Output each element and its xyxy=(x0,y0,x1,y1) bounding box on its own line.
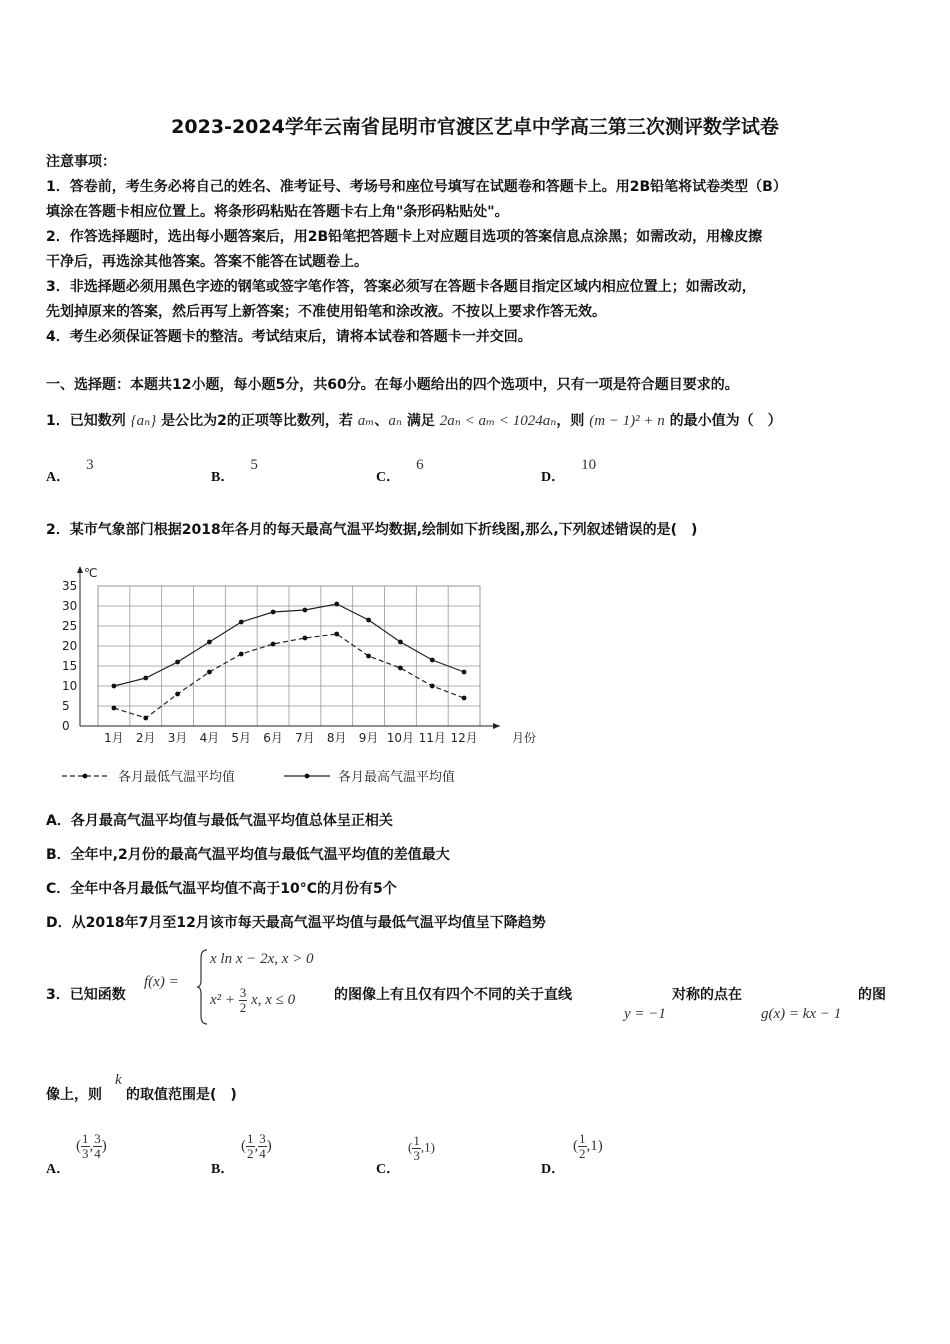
data-point xyxy=(366,654,371,659)
x-tick-label: 6月 xyxy=(263,731,283,745)
x-tick-label: 2月 xyxy=(135,731,156,745)
y-tick-label: 25 xyxy=(62,619,78,633)
inequality: 2aₙ < aₘ < 1024aₙ xyxy=(439,413,557,429)
x-tick-label: 11月 xyxy=(418,731,446,745)
notice-line: 填涂在答题卡相应位置上。将条形码粘贴在答题卡右上角"条形码粘贴处"。 xyxy=(46,204,509,220)
symmetry-line: y = −1 xyxy=(624,1006,666,1022)
data-point xyxy=(334,632,339,637)
data-point xyxy=(271,642,276,647)
data-point xyxy=(207,670,212,675)
function-g: g(x) = kx − 1 xyxy=(761,1006,842,1022)
data-point xyxy=(112,706,117,711)
x-tick-label: 4月 xyxy=(199,731,220,745)
data-point xyxy=(366,618,371,623)
data-point xyxy=(112,684,117,689)
data-point xyxy=(430,684,435,689)
data-point xyxy=(207,640,212,645)
q1-option-b[interactable]: B．5 xyxy=(211,457,258,485)
x-tick-label: 1月 xyxy=(104,731,124,745)
expression: (m − 1)² + n xyxy=(589,413,665,429)
question-3-text: 的图像上有且仅有四个不同的关于直线 xyxy=(334,987,572,1003)
data-point xyxy=(175,660,180,665)
question-2-stem: 2．某市气象部门根据2018年各月的每天最高气温平均数据,绘制如下折线图,那么,下列叙述错误的是( ) xyxy=(46,522,698,538)
question-1-stem: 1．已知数列 {aₙ} 是公比为2的正项等比数列，若 aₘ、aₙ 满足 2aₙ < aₘ < 1024aₙ，则 (m − 1)² + n 的最小值为（ ） xyxy=(46,413,782,429)
question-3-intro: 3．已知函数 xyxy=(46,987,126,1003)
piecewise-case-1: x ln x − 2x, x > 0 xyxy=(210,951,314,967)
q1-option-d[interactable]: D．10 xyxy=(541,457,597,485)
q3-option-a[interactable]: A． ( $\frac{1}{3}$ , $\frac{3}{4}$ ) xyxy=(46,1131,107,1177)
data-point xyxy=(175,692,180,697)
question-3-text: 对称的点在 xyxy=(672,987,742,1003)
function-f: f(x) = xyxy=(144,974,179,990)
x-tick-label: 3月 xyxy=(167,731,188,745)
q2-option-b[interactable]: B．全年中,2月份的最高气温平均值与最低气温平均值的差值最大 xyxy=(46,847,450,863)
y-tick-label: 15 xyxy=(62,659,78,673)
q1-option-c[interactable]: C．6 xyxy=(376,457,424,485)
data-point xyxy=(303,608,308,613)
page-title: 2023-2024学年云南省昆明市官渡区艺卓中学高三第三次测评数学试卷 xyxy=(171,116,779,138)
q1-option-a[interactable]: A．3 xyxy=(46,457,94,485)
data-point xyxy=(462,670,467,675)
data-point xyxy=(462,696,467,701)
y-axis-label: ℃ xyxy=(84,566,98,580)
chart-grid xyxy=(98,586,480,726)
x-tick-label: 7月 xyxy=(295,731,315,745)
x-tick-label: 10月 xyxy=(386,731,415,745)
x-axis-label: 月份 xyxy=(511,731,537,745)
notice-line: 2．作答选择题时，选出每小题答案后，用2B铅笔把答题卡上对应题目选项的答案信息点涂黑；如需改动，用橡皮擦 xyxy=(46,229,763,245)
legend-label-high: 各月最高气温平均值 xyxy=(338,770,456,785)
data-point xyxy=(303,636,308,641)
data-point xyxy=(143,676,148,681)
notice-line: 先划掉原来的答案，然后再写上新答案；不准使用铅笔和涂改液。不按以上要求作答无效。 xyxy=(46,304,606,320)
q3-option-b[interactable]: B． ( $\frac{1}{2}$ , $\frac{3}{4}$ ) xyxy=(211,1131,272,1177)
variable-k: k xyxy=(115,1072,122,1088)
q3-option-d[interactable]: D． ( $\frac{1}{2}$ ,1) xyxy=(541,1131,603,1177)
chart-legend xyxy=(62,769,455,785)
legend-marker-low xyxy=(83,774,88,779)
notice-line: 3．非选择题必须用黑色字迹的钢笔或签字笔作答，答案必须写在答题卡各题目指定区域内相应位置上；如需改动， xyxy=(46,279,756,295)
piecewise-brace xyxy=(196,948,210,1026)
q2-option-d[interactable]: D．从2018年7月至12月该市每天最高气温平均值与最低气温平均值呈下降趋势 xyxy=(46,915,546,931)
x-tick-label: 5月 xyxy=(231,731,252,745)
data-point xyxy=(271,610,276,615)
question-3-text: 像上，则 xyxy=(46,1087,102,1103)
section-heading: 一、选择题：本题共12小题，每小题5分，共60分。在每小题给出的四个选项中，只有一项是符合题目要求的。 xyxy=(46,377,739,393)
notice-line: 1．答卷前，考生务必将自己的姓名、准考证号、考场号和座位号填写在试题卷和答题卡上。用2B铅笔将试卷类型（B） xyxy=(46,179,787,195)
x-tick-label: 8月 xyxy=(326,731,347,745)
y-tick-label: 20 xyxy=(62,639,78,653)
x-tick-label: 9月 xyxy=(358,731,379,745)
notice-heading: 注意事项： xyxy=(46,154,116,170)
q2-option-c[interactable]: C．全年中各月最低气温平均值不高于10°C的月份有5个 xyxy=(46,881,397,897)
data-point xyxy=(239,620,244,625)
y-tick-label: 30 xyxy=(62,599,78,613)
sequence-notation: {aₙ} xyxy=(130,413,157,429)
question-3-text: 的取值范围是( ) xyxy=(126,1087,237,1103)
data-point xyxy=(398,640,403,645)
legend-marker-high xyxy=(305,774,310,779)
piecewise-case-2: x² + $\frac{3}{2}$ x, x ≤ 0 xyxy=(210,985,296,1015)
data-point xyxy=(398,666,403,671)
x-axis-arrow xyxy=(493,723,500,729)
data-point xyxy=(430,658,435,663)
data-point xyxy=(143,716,148,721)
y-axis-arrow xyxy=(77,566,83,573)
y-tick-label: 5 xyxy=(62,699,70,713)
notice-line: 干净后，再选涂其他答案。答案不能答在试题卷上。 xyxy=(46,254,368,270)
data-point xyxy=(334,602,339,607)
y-tick-label: 0 xyxy=(62,719,70,733)
chart-ticks xyxy=(62,579,478,745)
x-tick-label: 12月 xyxy=(450,731,478,745)
y-tick-label: 35 xyxy=(62,579,78,593)
notice-line: 4．考生必须保证答题卡的整洁。考试结束后，请将本试卷和答题卡一并交回。 xyxy=(46,329,532,345)
question-3-text: 的图 xyxy=(858,987,886,1003)
y-tick-label: 10 xyxy=(62,679,78,693)
temperature-line-chart xyxy=(40,560,540,790)
q2-option-a[interactable]: A．各月最高气温平均值与最低气温平均值总体呈正相关 xyxy=(46,813,393,829)
data-point xyxy=(239,652,244,657)
q3-option-c[interactable]: C． ( $\frac{1}{3}$ ,1) xyxy=(376,1133,435,1177)
legend-label-low: 各月最低气温平均值 xyxy=(118,770,236,785)
